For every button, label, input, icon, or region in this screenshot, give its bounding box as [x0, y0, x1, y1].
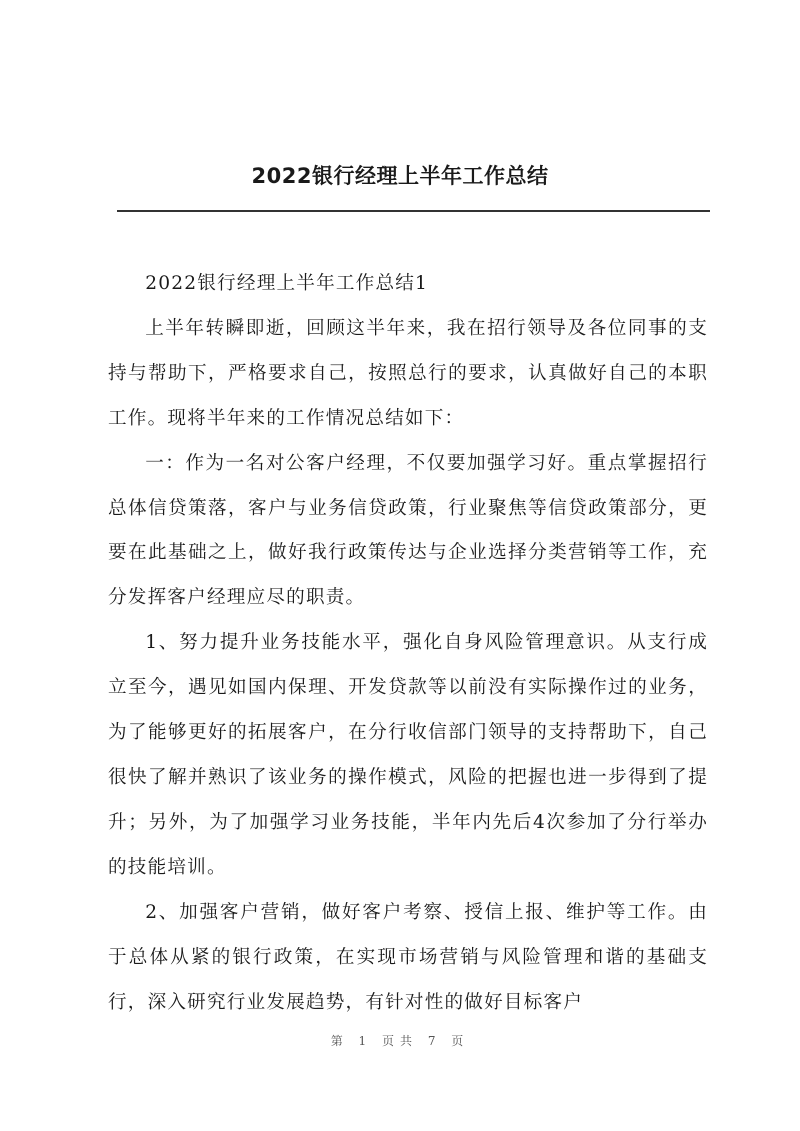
paragraph-item-1: 1、努力提升业务技能水平，强化自身风险管理意识。从支行成立至今，遇见如国内保理、开发贷款等以前没有实际操作过的业务，为了能够更好的拓展客户，在分行收信部门领导的支持帮助下，自己很快了解并熟识了该业务的操作模式，风险的把握也进一步得到了提升；另外，为了加强学习业务技能，半年内先后4次参加了分行举办的技能培训。 [108, 632, 708, 878]
paragraph-item-2: 2、加强客户营销，做好客户考察、授信上报、维护等工作。由于总体从紧的银行政策，在实现市场营销与风险管理和谐的基础支行，深入研究行业发展趋势，有针对性的做好目标客户 [108, 901, 708, 1013]
paragraph-point-one: 一：作为一名对公客户经理，不仅要加强学习好。重点掌握招行总体信贷策落，客户与业务信贷政策，行业聚焦等信贷政策部分，更要在此基础之上，做好我行政策传达与企业选择分类营销等工作，充分发挥客户经理应尽的职责。 [108, 452, 708, 609]
paragraph-intro: 上半年转瞬即逝，回顾这半年来，我在招行领导及各位同事的支持与帮助下，严格要求自己，按照总行的要求，认真做好自己的本职工作。现将半年来的工作情况总结如下： [108, 317, 708, 429]
document-title: 2022银行经理上半年工作总结 [251, 164, 549, 188]
title-divider [117, 210, 710, 212]
page-footer: 第 1 页共 7 页 [330, 1034, 470, 1048]
section-heading: 2022银行经理上半年工作总结1 [145, 273, 429, 294]
document-body [108, 262, 708, 1025]
